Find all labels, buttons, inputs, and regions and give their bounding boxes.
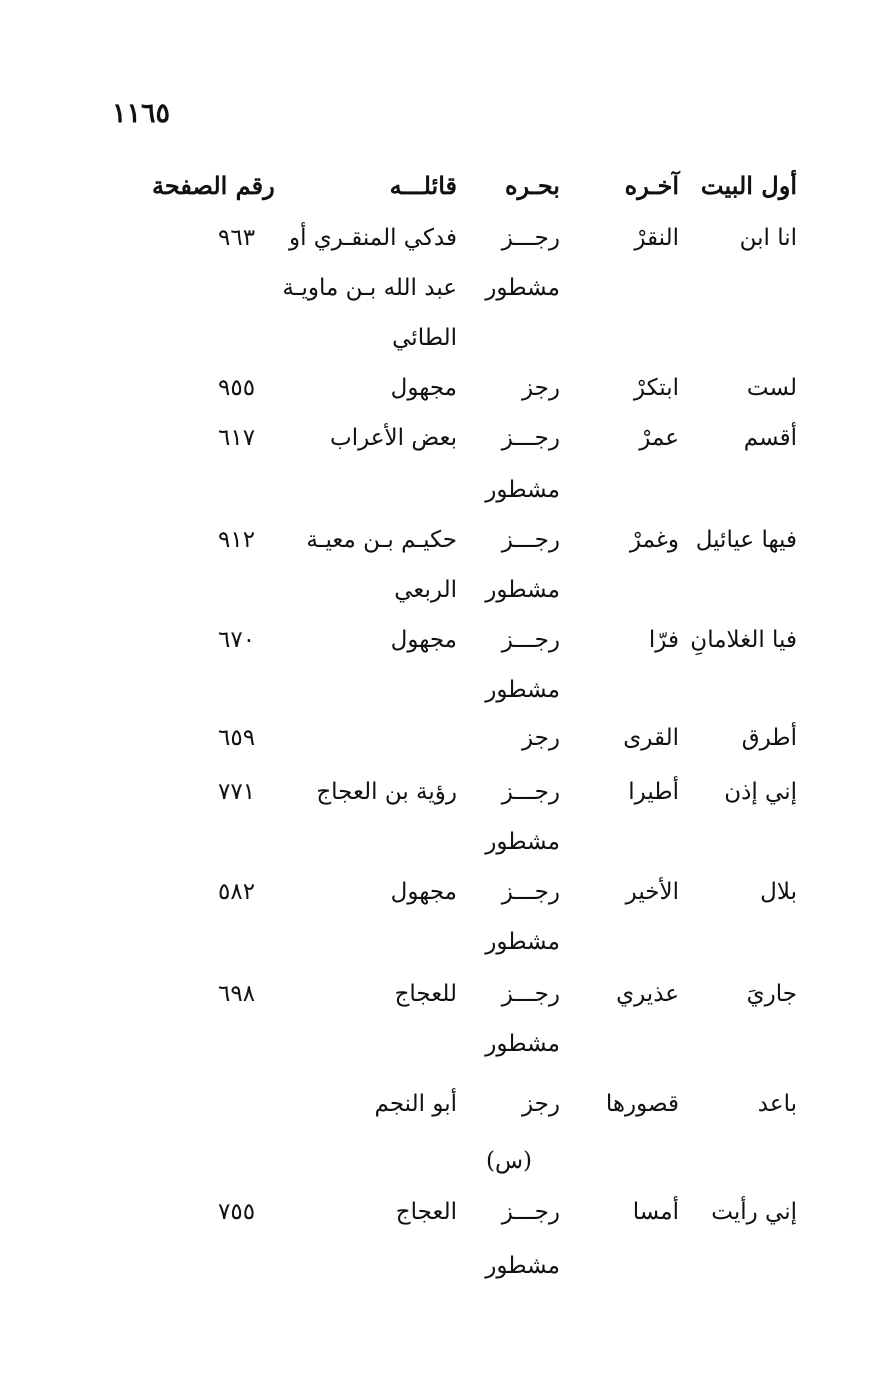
first-verse-cell: أطرق xyxy=(741,725,797,751)
meter-cell: رجـــز xyxy=(501,225,560,251)
page-number-cell: ٦١٧ xyxy=(218,425,256,451)
page-number-cell: ٦٧٠ xyxy=(218,627,256,653)
page-number-cell: ٩٥٥ xyxy=(218,375,256,401)
poet-cell: الربعي xyxy=(394,577,457,603)
last-word-cell: فرّا xyxy=(648,627,679,653)
header-page-number: رقم الصفحة xyxy=(152,171,275,200)
meter-cell: مشطور xyxy=(485,275,560,301)
page-number-cell: ٩١٢ xyxy=(218,527,256,553)
last-word-cell: ابتكرْ xyxy=(633,375,679,401)
page-number: ١١٦٥ xyxy=(112,98,171,129)
table-row xyxy=(0,520,885,560)
first-verse-cell: باعد xyxy=(757,1091,797,1117)
meter-cell: مشطور xyxy=(485,1031,560,1057)
meter-cell: رجز xyxy=(521,1091,560,1117)
first-verse-cell: لست xyxy=(746,375,797,401)
last-word-cell: عمرْ xyxy=(639,425,679,451)
page-number-cell: ٥٨٢ xyxy=(218,879,256,905)
poet-cell: حكيـم بـن معيـة xyxy=(306,527,457,553)
meter-cell: مشطور xyxy=(485,477,560,503)
last-word-cell: النقرْ xyxy=(634,225,679,251)
poet-cell: العجاج xyxy=(395,1199,457,1225)
poet-cell: فدكي المنقـري أو xyxy=(288,225,457,251)
first-verse-cell: إني إذن xyxy=(724,779,797,805)
page-number-cell: ٧٧١ xyxy=(218,779,256,805)
page-number-cell: ٦٩٨ xyxy=(218,981,256,1007)
meter-cell: رجـــز xyxy=(501,779,560,805)
section-letter: (س) xyxy=(486,1148,533,1174)
table-row xyxy=(0,670,885,710)
page-number-cell: ٦٥٩ xyxy=(218,725,256,751)
meter-cell: مشطور xyxy=(485,829,560,855)
meter-cell: رجـــز xyxy=(501,981,560,1007)
header-poet: قائلـــه xyxy=(389,171,457,200)
poet-cell: الطائي xyxy=(392,325,457,351)
table-row xyxy=(0,368,885,408)
table-row xyxy=(0,1024,885,1064)
table-row xyxy=(0,822,885,862)
first-verse-cell: جاريَ xyxy=(746,981,797,1007)
meter-cell: مشطور xyxy=(485,577,560,603)
first-verse-cell: أقسم xyxy=(743,425,797,451)
first-verse-cell: انا ابن xyxy=(739,225,797,251)
first-verse-cell: إني رأيت xyxy=(711,1199,797,1225)
last-word-cell: وغمرْ xyxy=(629,527,679,553)
last-word-cell: القرى xyxy=(623,725,679,751)
meter-cell: مشطور xyxy=(485,929,560,955)
table-row xyxy=(0,570,885,610)
header-meter: بحـره xyxy=(504,171,560,200)
meter-cell: رجـــز xyxy=(501,527,560,553)
poet-cell: مجهول xyxy=(390,627,457,653)
meter-cell: مشطور xyxy=(485,677,560,703)
page-number-cell: ٧٥٥ xyxy=(218,1199,256,1225)
header-first-verse: أول البيت xyxy=(700,171,797,200)
meter-cell: رجـــز xyxy=(501,1199,560,1225)
table-row xyxy=(0,418,885,458)
table-header xyxy=(0,166,885,206)
last-word-cell: أمسا xyxy=(632,1199,679,1225)
header-last-word: آخـره xyxy=(624,171,679,200)
table-row xyxy=(0,772,885,812)
first-verse-cell: فيها عيائيل xyxy=(695,527,797,553)
table-row xyxy=(0,1246,885,1286)
meter-cell: رجـــز xyxy=(501,425,560,451)
last-word-cell: قصورها xyxy=(605,1091,679,1117)
poet-cell: عبد الله بـن ماويـة xyxy=(282,275,457,301)
table-row xyxy=(0,922,885,962)
page-number-cell: ٩٦٣ xyxy=(218,225,256,251)
table-row xyxy=(0,218,885,258)
last-word-cell: عذيري xyxy=(616,981,679,1007)
meter-cell: رجـــز xyxy=(501,879,560,905)
poet-cell: مجهول xyxy=(390,879,457,905)
poet-cell: للعجاج xyxy=(394,981,457,1007)
poet-cell: رؤية بن العجاج xyxy=(316,779,457,805)
first-verse-cell: بلال xyxy=(760,879,797,905)
last-word-cell: الأخير xyxy=(625,879,679,905)
poet-cell: أبو النجم xyxy=(374,1091,457,1117)
poet-cell: بعض الأعراب xyxy=(330,425,457,451)
first-verse-cell: فيا الغلامانِ xyxy=(690,627,797,653)
meter-cell: رجز xyxy=(521,375,560,401)
table-row xyxy=(0,620,885,660)
table-row xyxy=(0,718,885,758)
table-row xyxy=(0,470,885,510)
table-row xyxy=(0,268,885,308)
table-row xyxy=(0,1192,885,1232)
table-row xyxy=(0,872,885,912)
last-word-cell: أطيرا xyxy=(628,779,679,805)
table-row xyxy=(0,1084,885,1124)
meter-cell: رجز xyxy=(521,725,560,751)
poet-cell: مجهول xyxy=(390,375,457,401)
meter-cell: مشطور xyxy=(485,1253,560,1279)
table-row xyxy=(0,318,885,358)
meter-cell: رجـــز xyxy=(501,627,560,653)
table-row xyxy=(0,974,885,1014)
